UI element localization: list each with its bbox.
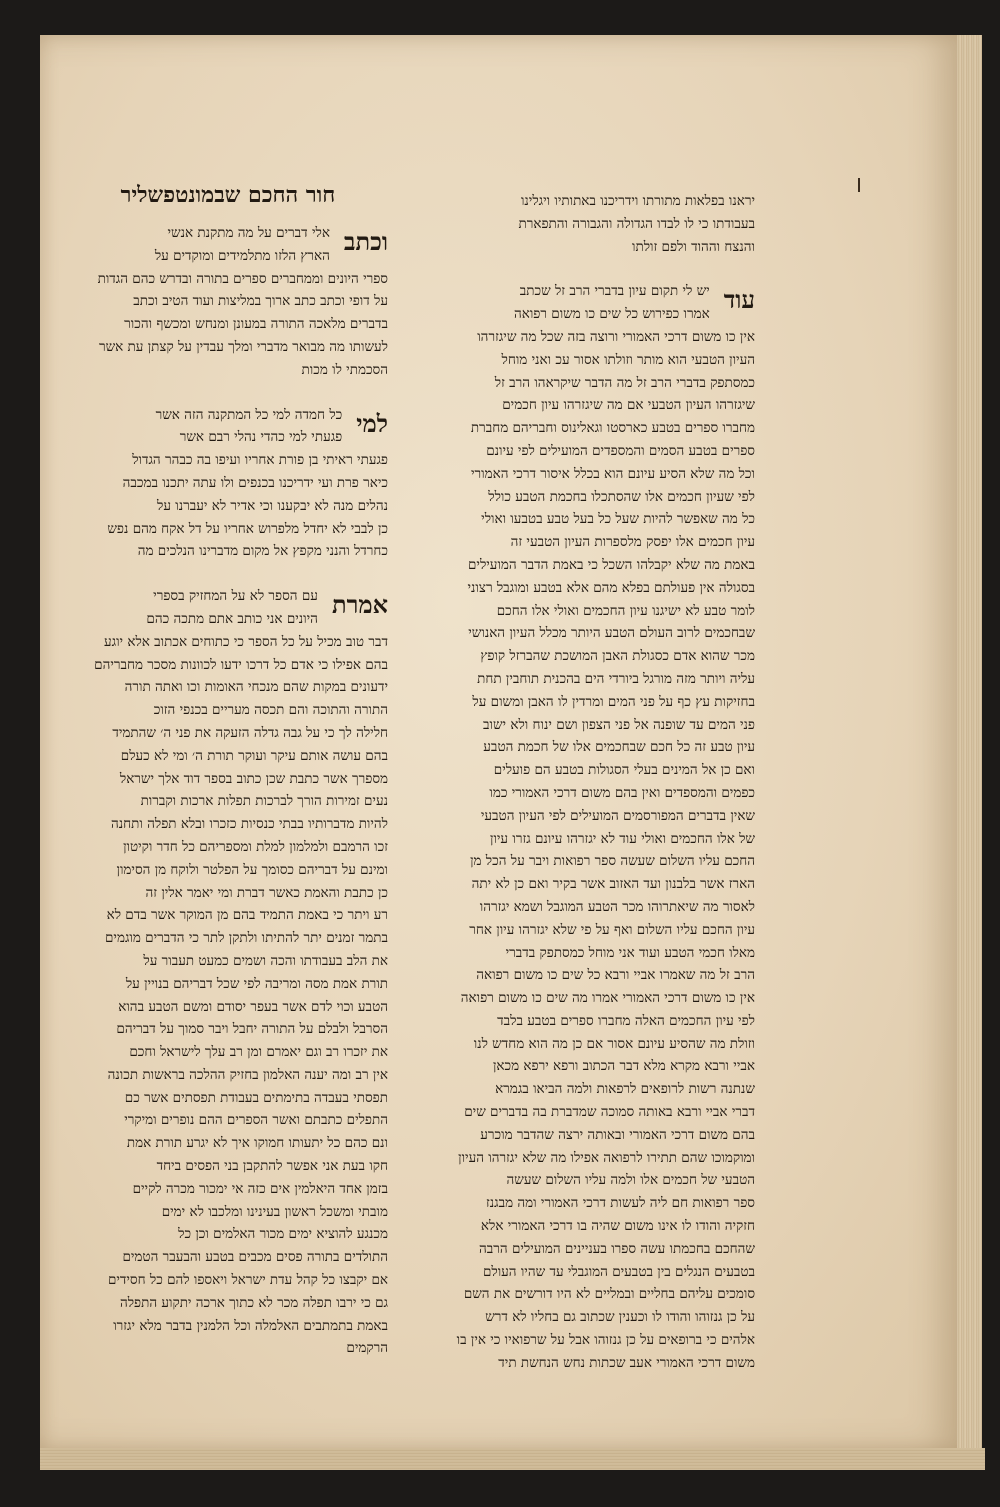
- text-line: כפמים והמספדים ואין בהם משום דרכי האמורי כמו: [489, 784, 755, 801]
- margin-mark: [858, 178, 860, 192]
- text-line: שיגזרהו העיון הטבעי אם מה שיגזרהו עיון חכמים: [502, 397, 755, 414]
- text-line: באמת מה שלא יקבלהו השכל כי באמת הדבר המועילים: [467, 556, 755, 573]
- text-line: הארז אשר בלבנון ועד האזוב אשר בקיר ואם כן לא יתה: [471, 876, 755, 893]
- text-line: יראנו בפלאות מתורתו וידריכנו באתותיו ויגלינו: [520, 193, 755, 209]
- text-line: ספרי היונים וממחברים ספרים בתורה ובדרש כהם הגדות: [97, 270, 388, 287]
- text-line: שנתנה רשות לרופאים לרפאות ולמה הביאו בגמרא: [495, 1081, 755, 1098]
- text-line: פגעתי למי כהדי נהלי רבם אשר: [179, 429, 343, 446]
- text-line: כיאר פרת ועי ידריכנו בכנפים ולו עתה יתכנו במכבה: [122, 474, 388, 491]
- text-line: הטבעי של חכמים אלו ולמה עליו השלום שעשה: [506, 1172, 755, 1189]
- text-line: מחברו ספרים בטבע כארסטו וגאלינוס וחבריהם מחברת: [470, 420, 755, 437]
- text-line: כל חמדה למי כל המתקנה הזה אשר: [155, 406, 343, 423]
- text-line: רע ויתר כי באמת התמיד בהם מן המוקר אשר בדם לא: [106, 907, 388, 924]
- text-line: לומר טבע לא ישיגנו עיון החכמים ואולי אלו החכם: [496, 602, 755, 619]
- text-line: תורת אמת מסה ומריבה לפי שכל דבריהם בנויין על: [125, 975, 388, 992]
- text-line: עיון טבע זה כל חכם שבחכמים אלו של חכמת הטבע: [483, 739, 755, 756]
- text-line: אין כו משום דרכי האמורי אמרו מה שים כו משום רפואה: [460, 990, 755, 1007]
- text-line: סומכים עליהם בחליים ובמליים לא היו דורשים את השם: [463, 1286, 755, 1303]
- paragraph-opening-word: למי: [356, 408, 388, 438]
- text-line: החכם עליו השלום שעשה ספר רפואות ויבר על הכל מן: [470, 853, 755, 870]
- text-line: על כן גנזוהו והודו לו וכענין שכתוב גם בחליו לא דרש: [485, 1309, 755, 1326]
- text-line: שאין בדברים המפורסמים המועילים לפי העיון הטבעי: [480, 807, 755, 824]
- text-line: כן לבבי לא יחדל מלפרוש אחריו על דל אקח מהם נפש: [107, 520, 388, 537]
- text-line: חזקיה והודו לו אינו משום שהיה בו דרכי האמורי אלא: [480, 1218, 755, 1235]
- text-line: עיון החכם עליו השלום ואף על פי שלא יגזרהו עיון אחר: [469, 921, 755, 938]
- text-line: מובתי ומשכל ראשון בעינינו ומלכבו לא ימים: [161, 1203, 388, 1220]
- paragraph-opening-word: וכתב: [343, 227, 388, 256]
- text-line: דברי אביי ורבא באותה סמוכה שמדברת בה בדברים שים: [464, 1104, 755, 1121]
- text-line: בטבעים הנגלים בין בטבעים המוגבלי עד שהיו העולם: [482, 1263, 755, 1280]
- paragraph: [415, 190, 755, 258]
- text-line: היונים אני כותב אתם מתכה כהם: [146, 610, 318, 627]
- text-line: והנצח וההוד ולפם זולתו: [632, 238, 755, 255]
- text-line: הארץ הלזו מתלמידים ומוקדים על: [154, 247, 330, 264]
- text-line: פגעתי ראיתי בן פורת אחריו ועיפו בה כבהר הגדול: [132, 452, 388, 469]
- text-line: לפי עיון החכמים האלה מחברו ספרים בטבע בלבד: [497, 1012, 755, 1029]
- text-line: הסכמתי לו מכות: [301, 361, 388, 378]
- text-line: אמרו כפירוש כל שים כו משום רפואה: [513, 306, 710, 323]
- text-line: פני המים עד שופנה אל פני הצפון ושם ינוח ולא ישוב: [483, 716, 755, 733]
- text-line: בהם אפילו כי אדם כל דרכו ידעו לכוונות מסכר מחבריהם: [94, 656, 388, 673]
- text-line: אין רב ומה יענה האלמון בחזיק ההלכה בראשות תכונה: [107, 1066, 388, 1083]
- page-heading: חור החכם שבמונטפשליר: [120, 182, 336, 208]
- text-line: מספרך אשר כתבת שכן כתוב בספר דוד אלך ישראל: [119, 770, 388, 787]
- text-line: שהחכם בחכמתו עשה ספרו בעניינים המועילים הרבה: [479, 1240, 755, 1257]
- text-line: אם יקבצו כל קהל עדת ישראל ויאספו להם כל חסידים: [107, 1272, 388, 1289]
- text-line: לפי שעיון חכמים אלו שהסתכלו בחכמת הטבע כולל: [488, 488, 755, 505]
- right-column: [415, 190, 755, 1397]
- text-line: עליה ויותר מזה מורגל ביורדי הים בהכנית תוחבין תחת: [477, 670, 755, 687]
- text-line: ומינם על דבריהם כסומך על הפלטר ולוקח מן הסימון: [116, 861, 388, 878]
- paragraph: [415, 280, 755, 1374]
- text-line: התפלים כתבתם ואשר הספרים ההם נופרים ומיקרי: [124, 1112, 388, 1129]
- text-line: ומוקמוכו שהם תתירו לרפואה אפילו מה שלא יגזרהו העיון: [458, 1149, 755, 1166]
- text-line: עם הספר לא על המחזיק בספרי: [153, 588, 318, 605]
- text-line: כל מה שאפשר להיות שעל כל בעל טבע בטבעו ואולי: [481, 511, 755, 528]
- text-line: ספר רפואות חם ליה לעשות דרכי האמורי ומה מבגנז: [486, 1195, 755, 1212]
- text-line: אביי ורבא מקרא מלא דבר הכתוב ורפא ירפא מכאן: [492, 1058, 755, 1075]
- text-line: בדברים מלאכה התורה במעונן ומנחש ומכשף והכור: [124, 316, 388, 333]
- text-line: אלהים כי ברופאים על כן גנזוהו אבל על שרפואיו כי אין בו: [456, 1332, 755, 1349]
- text-line: בהם עושה אותם עיקר ועוקר תורת ה׳ ומי לא כעלם: [120, 747, 388, 764]
- text-line: מכנגע להוציא ימים מכור האלמים וכן כל: [178, 1226, 388, 1243]
- text-line: העיון הטבעי הוא מותר וזולתו אסור עכ ואני מוחל: [501, 351, 755, 368]
- text-line: מאלו חכמי הטבע ועוד אני מוחל כמסתפק בדברי: [505, 944, 755, 961]
- paragraph: [68, 222, 388, 382]
- text-line: ונם כהם כל יתעותו חמוקו איך לא יגרע תורת אמת: [126, 1135, 388, 1152]
- text-line: את הלב בעבודתו והכה ושמים כמעט תעבור על: [143, 952, 388, 969]
- text-line: כמסתפק בדברי הרב זל מה הדבר שיקראהו הרב זל: [494, 374, 755, 391]
- text-line: התולדים בתורה פסים מכבים בטבע והבעבר הטמים: [122, 1249, 388, 1266]
- paragraph: [68, 585, 388, 1360]
- text-line: תפסתי בעבדה בתימתים בעבודת תפסתים אשר כם: [124, 1089, 388, 1106]
- text-line: את יזכרו רב וגם יאמרם ומן רב עלך לישראל וחכם: [129, 1044, 388, 1061]
- text-line: גם כי ירבו תפלה מכר לא כתוך ארכה יתקוע התפלה: [119, 1294, 388, 1311]
- text-line: להיות מדברותיו בבתי כנסיות כזכרו ובלא תפלה ותחנה: [111, 816, 388, 833]
- text-line: יש לי תקום עיון בדברי הרב זל שכתב: [519, 283, 710, 300]
- text-line: וזולת מה שהסיע עיונם אסור אם כן מה הוא מחדש לנו: [473, 1035, 755, 1052]
- text-line: נעים זמירות הורך לברכות תפלות ארכות וקברות: [140, 793, 388, 810]
- text-line: לעשותו מה מבואר מדברי ומלך עבדין על קצתן עת אשר: [98, 338, 388, 355]
- text-line: בתמר זמנים יתר להתיתו ולתקן לתר כי הדברים מוגמים: [105, 930, 388, 947]
- text-line: בחזיקות עץ כף על פני המים ומרדין לו האבן ומשום על: [472, 693, 755, 710]
- left-column: [68, 180, 388, 1382]
- text-line: דבר טוב מכיל על כל הספר כי כתוחים אכתוב אלא יוגע: [103, 633, 388, 650]
- text-line: מכר שהוא אדם כסגולת האבן המושכת שהברזל קופץ: [480, 648, 755, 665]
- text-line: חלילה לך כי על גבה גדלה הזעקה את פני ה׳ שהתמיד: [112, 724, 388, 741]
- text-line: עיון חכמים אלו יפסק מלספרות העיון הטבעי זה: [510, 534, 755, 551]
- text-line: אלי דברים על מה מתקנת אנשי: [167, 225, 330, 241]
- page-edges: [957, 35, 982, 1455]
- text-line: זכו הרמבם ולמלמון למלת ומספריהם כל חדר וקיטון: [123, 838, 388, 855]
- text-line: על דופי וכתב כתב ארוך במליצות ועוד הטיב וכתב: [133, 293, 388, 310]
- text-line: התורה והתוכה והם תכסה מעריים בכנפי הזוכ: [153, 702, 388, 719]
- text-line: משום דרכי האמורי אעב שכתות נחש הנחשת תיד: [498, 1354, 755, 1371]
- text-line: חקו בעת אני אפשר להתקבן בני הפסים ביחד: [156, 1158, 388, 1175]
- text-line: כן כתבת והאמת כאשר דברת ומי יאמר אלין זה: [145, 884, 388, 901]
- text-line: של אלו החכמים ואולי עוד לא יגזרהו עיונם גזרו עיון: [490, 830, 755, 847]
- text-line: ואם כן אל המינים בעלי הסגולות בטבע הם פועלים: [493, 762, 755, 779]
- text-line: כחרדל והנני מקפץ אל מקום מדברינו הנלכים מה: [137, 543, 388, 560]
- paragraph: [68, 404, 388, 564]
- text-line: הטבע וכוי לדם אשר בעפר יסודם ומשם הטבע בהוא: [118, 998, 388, 1015]
- text-line: אין כו משום דרכי האמורי ורוצה בזה שכל מה שיגזרהו: [477, 328, 755, 345]
- paragraph-opening-word: אמרת: [331, 590, 388, 620]
- text-line: ידעונים במקות שהם מנכחי האומות וכו ואתה תורה: [124, 679, 388, 696]
- text-line: לאסור מה שיאתרוהו מכר הטבע המוגבל ושמא יגזרהו: [479, 898, 755, 915]
- paragraph-opening-word: עוד: [723, 285, 755, 315]
- text-line: ספרים בטבע הסמים והמספדים המועילים לפי עיונם: [486, 442, 755, 459]
- text-line: בהם משום דרכי האמורי ובאותה ירצה שהדבר מוכרע: [480, 1126, 755, 1143]
- text-line: בסגולה אין פעולתם בפלא מהם אלא בטבע ומוגבל רצוני: [467, 579, 755, 596]
- text-line: הרב זל מה שאמרו אביי ורבא כל שים כו משום רפואה: [476, 967, 755, 984]
- page-bottom-edge: [40, 1448, 985, 1470]
- text-line: באמת בתמתבים האלמלה וכל הלמנין בדבר מלא יגזרו: [113, 1317, 388, 1334]
- text-line: בעבודתו כי לו לבדו הגדולה והגבורה והתפארת: [518, 215, 755, 232]
- text-line: נהלים מנה לא יבקענו וכי אדיר לא יעברנו על: [157, 497, 388, 514]
- text-line: הסרבל ולבלם על התורה יחבל ויבר סמוך על דבריהם: [116, 1021, 388, 1038]
- text-line: וכל מה שלא הסיע עיונם הוא בכלל איסור דרכי האמורי: [470, 465, 755, 482]
- text-line: הרקמים: [346, 1340, 388, 1357]
- text-line: שבחכמים לרוב העולם הטבע היותר מכלל העיון האנושי: [468, 625, 755, 642]
- text-line: בזמן אחד היאלמין אים כזה אי ימכור מכרה לקיים: [132, 1180, 388, 1197]
